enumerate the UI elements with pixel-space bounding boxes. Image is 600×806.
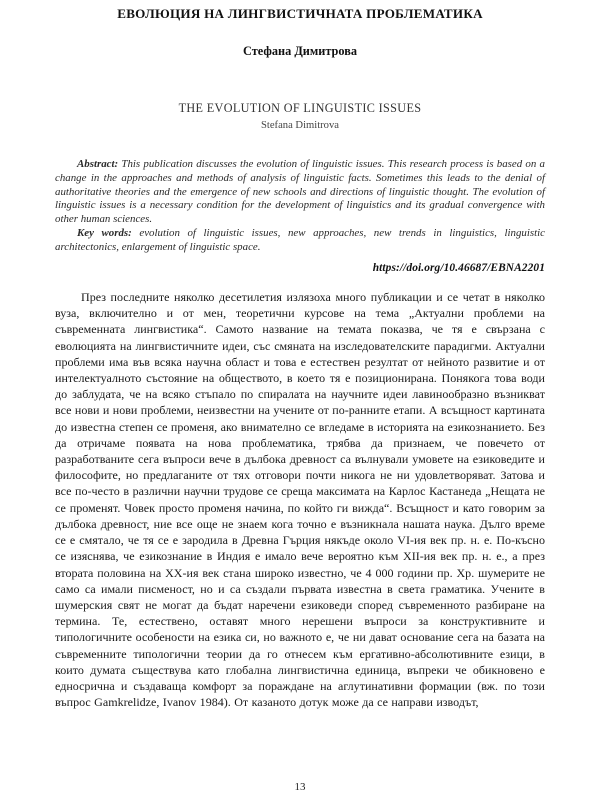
page-title-english: THE EVOLUTION OF LINGUISTIC ISSUES [178, 101, 422, 116]
document-page [0, 6, 600, 806]
keywords-paragraph [55, 227, 545, 255]
author-name-english: Stefana Dimitrova [261, 119, 339, 131]
abstract-paragraph [55, 158, 545, 227]
page-number: 13 [294, 781, 306, 793]
page-title-bulgarian: ЕВОЛЮЦИЯ НА ЛИНГВИСТИЧНАТА ПРОБЛЕМАТИКА [117, 6, 483, 21]
keywords-text: evolution of linguistic issues, new approaches, new trends in linguistics, linguistic architectonics, enlargement of linguistic space. [55, 227, 545, 253]
author-name-bulgarian: Стефана Димитрова [243, 43, 357, 58]
abstract-text: This publication discusses the evolution of linguistic issues. This research process is based on a change in the approaches and methods of analysis of linguistic facts. Sometimes this leads to the denial of authoritative theories and the emergence of new schools and directions of linguistic thought. The evolution of linguistic issues is a necessary condition for the development of linguistics and its gradual convergence with other human sciences. [55, 157, 545, 226]
abstract-section [55, 158, 545, 255]
doi-link[interactable]: https://doi.org/10.46687/EBNA2201 [372, 261, 545, 274]
abstract-label: Abstract: [77, 157, 119, 170]
keywords-label: Key words: [77, 227, 132, 240]
body-section [55, 289, 545, 711]
body-paragraph: През последните няколко десетилетия излязоха много публикации и се четат в няколко вуза, включително и от мен, теоретични курсове на тема „Актуални проблеми на съвременната лингвистика“. Самото название на темата показва, че тя е свързана с еволюцията на лингвистичните идеи, със смяната на изследователските парадигми. Актуални проблеми има във всяка научна област и това е естествен резултат от нейното развитие и от интелектуалното състояние на обществото, в което тя е позиционирана. Понякога това води до заблудата, че на всяко стъпало по спиралата на научните идеи лавинообразно възникват все нови и нови проблеми, неизвестни на учените от по-ранните етапи. А всъщност картината до известна степен се променя, ако внимателно се вгледаме в историята на езикознанието. Без да отричаме появата на нова проблематика, трябва да признаем, че повечето от разработваните сега въпроси вече в дълбока древност са вълнували умовете на езиковедите и философите, но предлаганите от тях отговори почти никога не ни удовлетворяват. Затова и все по-често в различни научни трудове се среща максимата на Карлос Кастанеда „Нещата не се променят. Човек просто променя начина, по който ги вижда“. Всъщност и като говорим за дълбока древност, ние все още не знаем кога точно е възникнала нашата наука. Дълго време се е смятало, че тя се е зародила в Древна Гърция някъде около VI-ия век пр. н. е. По-късно се изяснява, че езикознание в Индия е имало вече вероятно към XII-ия век пр. н. е., а през втората половина на ХХ-ия век стана широко известно, че 4 000 години пр. Хр. шумерите не само са имали писменост, но и са създали първата известна в света граматика. Учените в шумерския свят не могат да бъдат наречени езиковеди според съвременното разбиране на термина. Те, естествено, оставят много нерешени въпроси за конструктивните и типологичните особености на езика си, но важното е, че ни дават основание сега на базата на съвременните типологични теории да го отнесем към ергативно-абсолютивните езици, в които думата съществува като глобална лингвистична единица, въпреки че обикновено е едносрична и създаваща комфорт за пораждане на аглутинативни формации (вж. по този въпрос Gamkrelidze, Ivanov 1984). От казаното дотук може да се направи изводът, [55, 289, 545, 710]
